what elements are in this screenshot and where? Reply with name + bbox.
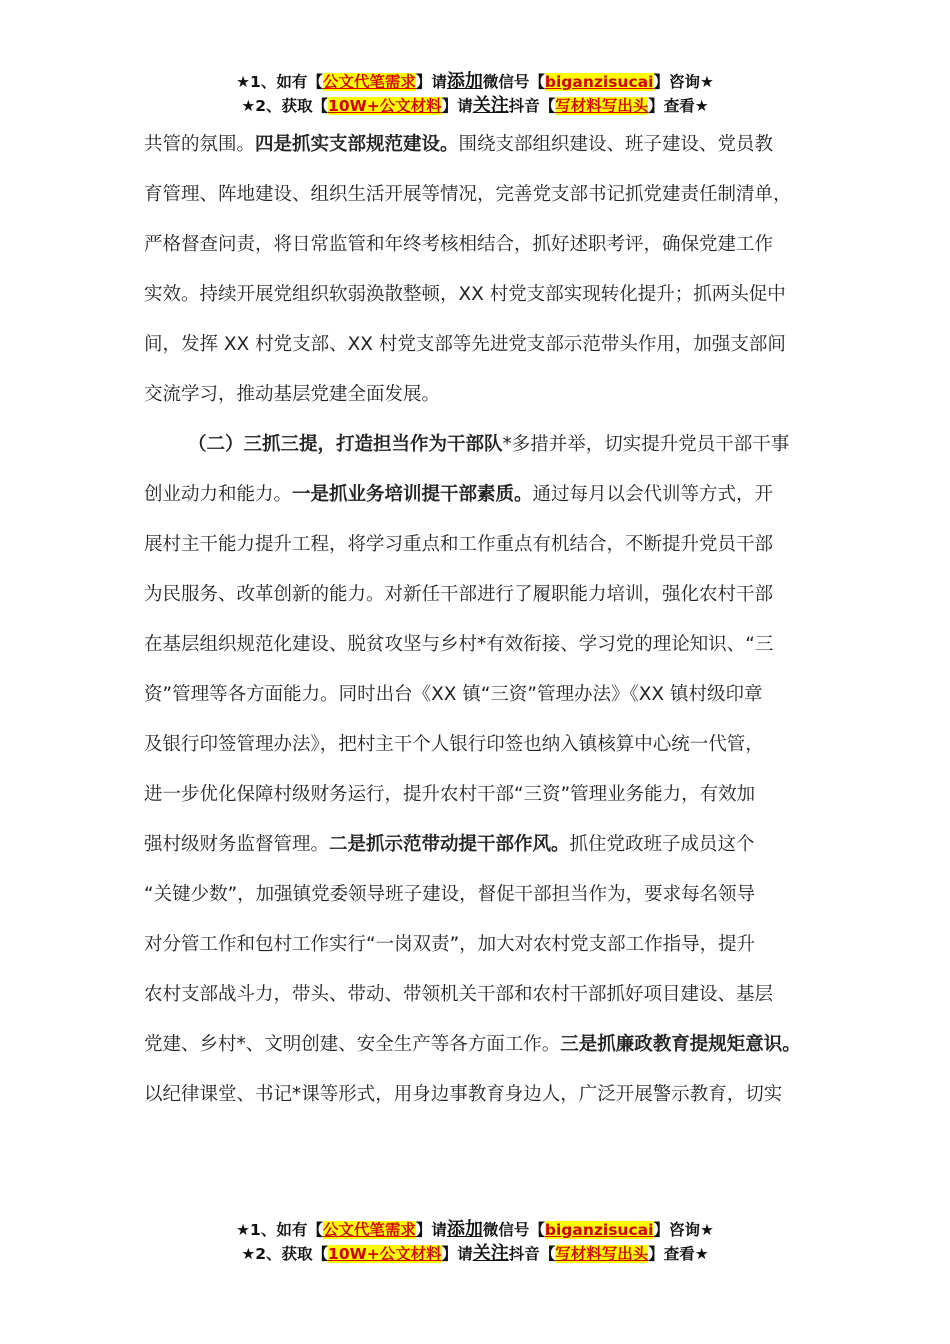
body-line: 展村主干能力提升工程，将学习重点和工作重点有机结合，不断提升党员干部 (144, 534, 774, 555)
body-line: 在基层组织规范化建设、脱贫攻坚与乡村*有效衔接、学习党的理论知识、“三 (144, 634, 774, 655)
banner-text: 】咨询★ (653, 1221, 714, 1239)
body-line: 为民服务、改革创新的能力。对新任干部进行了履职能力培训，强化农村干部 (144, 584, 774, 605)
banner-line-2 (0, 94, 950, 118)
text-run: 通过每月以会代训等方式，开 (532, 484, 774, 505)
body-line: 实效。持续开展党组织软弱涣散整顿，XX 村党支部实现转化提升；抓两头促中 (144, 284, 786, 305)
banner-text: ★2、获取【 (241, 97, 329, 115)
banner-emphasis: 添加 (446, 1219, 483, 1240)
text-run: 创业动力和能力。 (144, 484, 293, 505)
banner-highlight: 公文代笔需求 (322, 1221, 416, 1239)
body-line: 间，发挥 XX 村党支部、XX 村党支部等先进党支部示范带头作用，加强支部间 (144, 334, 786, 355)
body-line (144, 120, 816, 170)
banner-emphasis: 关注 (472, 95, 509, 116)
text-run: 抓住党政班子成员这个 (569, 834, 755, 855)
banner-line-2 (0, 1242, 950, 1266)
banner-highlight: biganzisucai (544, 1221, 654, 1239)
body-line: 严格督查问责，将日常监管和年终考核相结合，抓好述职考评，确保党建工作 (144, 234, 774, 255)
body-line: 以纪律课堂、书记*课等形式，用身边事教育身边人，广泛开展警示教育，切实 (144, 1084, 783, 1105)
banner-emphasis: 关注 (472, 1243, 509, 1264)
banner-text: ★1、如有【 (236, 73, 323, 91)
section-heading: （二）三抓三提，打造担当作为干部队 (188, 434, 503, 455)
bold-heading: 四是抓实支部规范建设。 (255, 134, 459, 155)
banner-line-1 (0, 1218, 950, 1242)
section-heading-line (144, 420, 816, 470)
banner-highlight: 10W+公文材料 (328, 97, 442, 115)
bold-heading: 一是抓业务培训提干部素质。 (292, 484, 533, 505)
body-line: 农村支部战斗力，带头、带动、带领机关干部和农村干部抓好项目建设、基层 (144, 984, 774, 1005)
banner-text: 】查看★ (648, 1245, 709, 1263)
footer-banner (0, 1218, 950, 1266)
banner-highlight: 写材料写出头 (555, 97, 649, 115)
body-line: 及银行印签管理办法》，把村主干个人银行印签也纳入镇核算中心统一代管， (144, 734, 764, 755)
banner-text: 】请 (441, 1245, 473, 1263)
banner-highlight: 写材料写出头 (555, 1245, 649, 1263)
body-line: 育管理、阵地建设、组织生活开展等情况，完善党支部书记抓党建责任制清单， (144, 184, 792, 205)
banner-text: 微信号【 (482, 1221, 545, 1239)
banner-text: 抖音【 (508, 1245, 556, 1263)
banner-highlight: 10W+公文材料 (328, 1245, 442, 1263)
document-body (144, 120, 816, 1120)
banner-highlight: biganzisucai (544, 73, 654, 91)
text-run: 共管的氛围。 (144, 134, 256, 155)
banner-text: 】请 (441, 97, 473, 115)
banner-text: 】请 (415, 73, 447, 91)
body-line: 交流学习，推动基层党建全面发展。 (144, 384, 441, 405)
body-line: “关键少数”，加强镇党委领导班子建设，督促干部担当作为，要求每名领导 (144, 884, 756, 905)
text-run: 强村级财务监督管理。 (144, 834, 330, 855)
body-line: 进一步优化保障村级财务运行，提升农村干部“三资”管理业务能力，有效加 (144, 784, 756, 805)
banner-emphasis: 添加 (446, 71, 483, 92)
text-run: *多措并举，切实提升党员干部干事 (502, 434, 790, 455)
body-line (144, 470, 816, 520)
header-banner (0, 70, 950, 118)
body-line: 资”管理等各方面能力。同时出台《XX 镇“三资”管理办法》《XX 镇村级印章 (144, 684, 763, 705)
body-line (144, 1020, 816, 1070)
banner-text: 】请 (415, 1221, 447, 1239)
text-run: 党建、乡村*、文明创建、安全生产等各方面工作。 (144, 1034, 561, 1055)
banner-text: 】咨询★ (653, 73, 714, 91)
banner-highlight: 公文代笔需求 (322, 73, 416, 91)
body-line (144, 820, 816, 870)
banner-text: 抖音【 (508, 97, 556, 115)
bold-heading: 二是抓示范带动提干部作风。 (329, 834, 570, 855)
bold-heading: 三是抓廉政教育提规矩意识。 (560, 1034, 801, 1055)
banner-text: 微信号【 (482, 73, 545, 91)
body-line: 对分管工作和包村工作实行“一岗双责”，加大对农村党支部工作指导，提升 (144, 934, 756, 955)
text-run: 围绕支部组织建设、班子建设、党员教 (458, 134, 774, 155)
banner-text: 】查看★ (648, 97, 709, 115)
banner-text: ★1、如有【 (236, 1221, 323, 1239)
banner-text: ★2、获取【 (241, 1245, 329, 1263)
banner-line-1 (0, 70, 950, 94)
